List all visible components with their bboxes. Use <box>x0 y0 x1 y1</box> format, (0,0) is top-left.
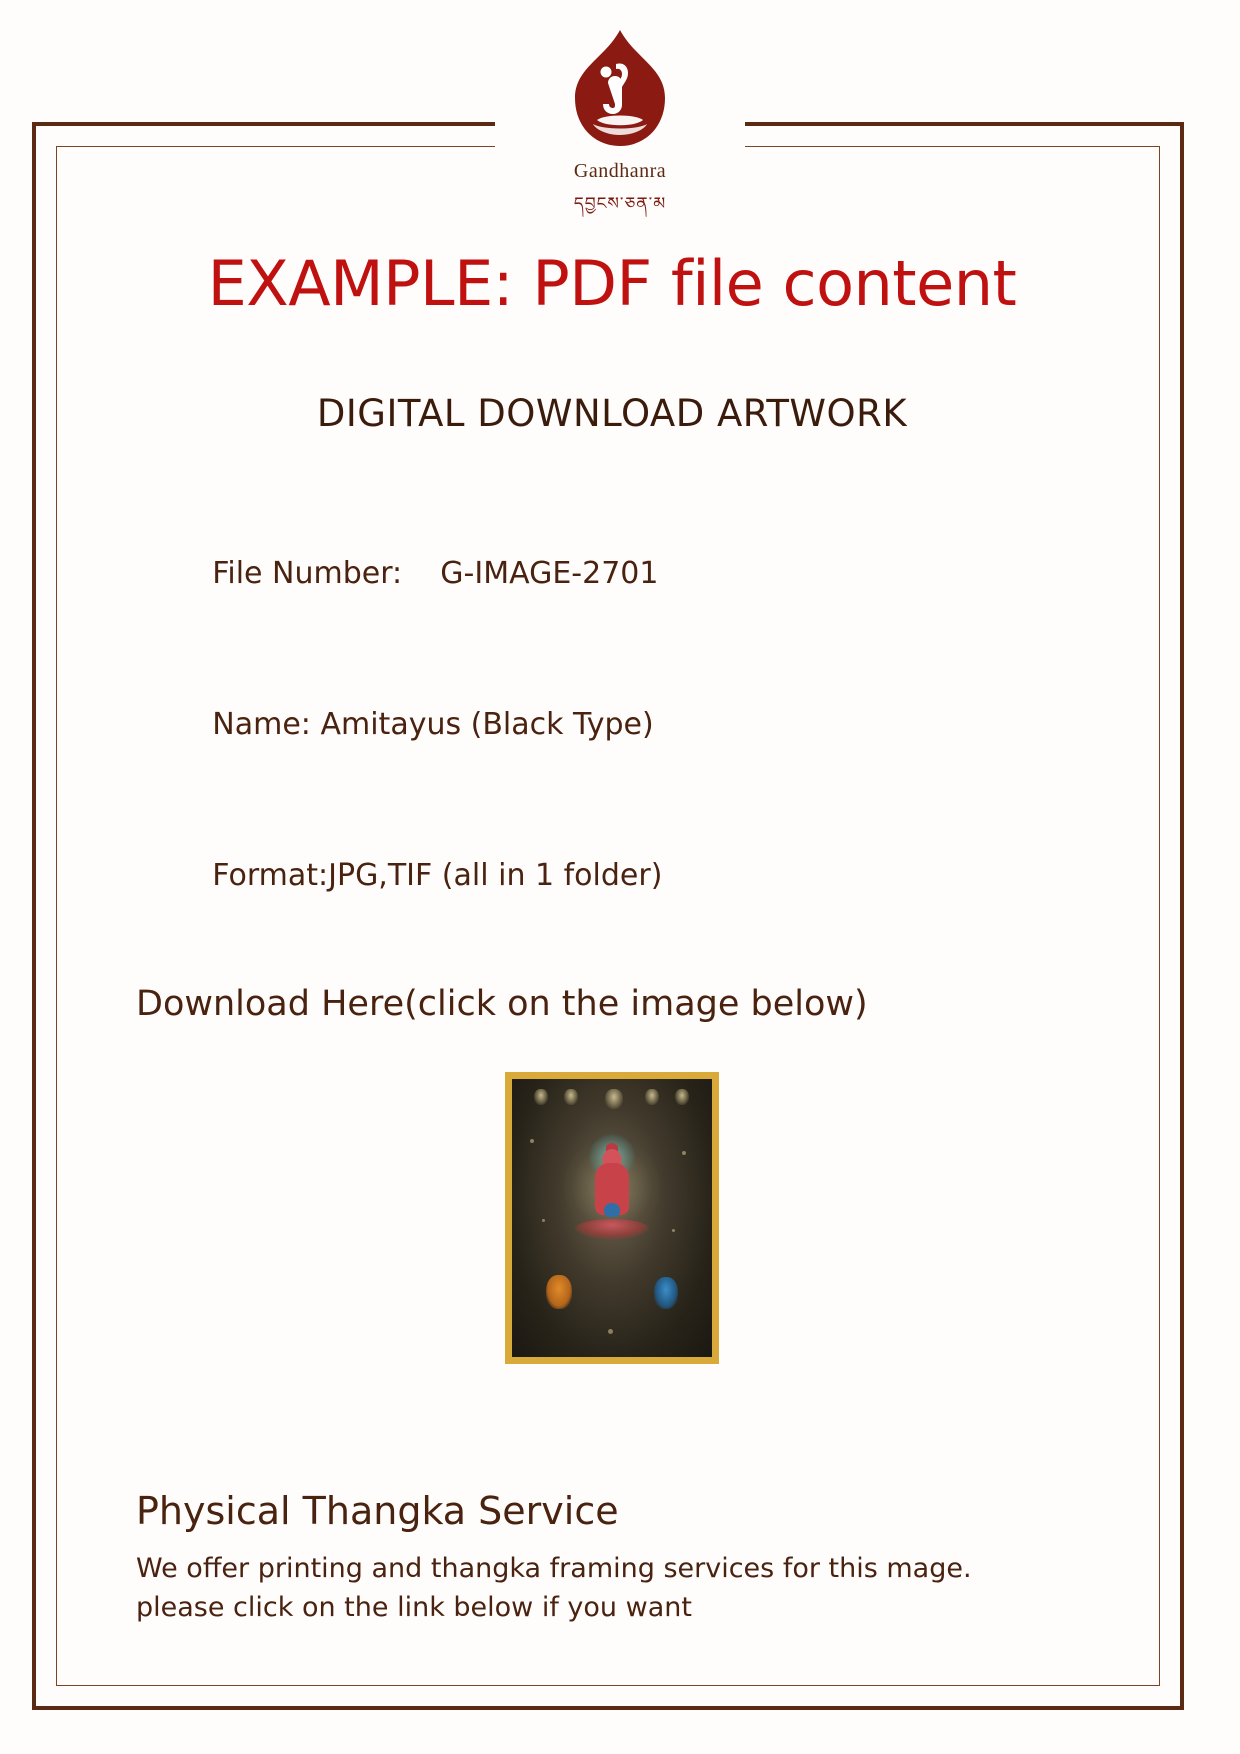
file-number-value: G-IMAGE-2701 <box>440 556 659 592</box>
name-label: Name: <box>212 707 311 743</box>
file-metadata <box>132 521 1092 928</box>
download-thumbnail-link[interactable] <box>505 1072 719 1364</box>
document-content <box>132 247 1092 1627</box>
physical-service-section <box>132 1489 1092 1627</box>
brand-logo-block <box>0 28 1240 232</box>
metadata-row-format <box>136 823 1092 928</box>
thangka-top-figure <box>564 1089 578 1105</box>
format-value: JPG,TIF (all in 1 folder) <box>328 858 663 894</box>
service-line-2: please click on the link below if you want <box>136 1592 692 1624</box>
thangka-lotus-throne <box>575 1219 649 1239</box>
thangka-longevity-vase <box>604 1203 620 1217</box>
thumbnail-container <box>132 1072 1092 1369</box>
brand-tibetan-name: དབྱངས་ཅན་མ <box>573 194 667 214</box>
thangka-top-figure <box>645 1089 659 1105</box>
metadata-row-file-number <box>136 521 1092 626</box>
gandhanra-flame-logo-icon <box>561 28 679 153</box>
page-title: EXAMPLE: PDF file content <box>207 247 1017 320</box>
thangka-attendant-left <box>546 1275 572 1309</box>
metadata-row-name <box>136 672 1092 777</box>
page-subtitle: DIGITAL DOWNLOAD ARTWORK <box>316 392 908 436</box>
thangka-top-figure <box>534 1089 548 1105</box>
file-number-label: File Number: <box>212 556 403 592</box>
thangka-top-figure <box>675 1089 689 1105</box>
service-line-1: We offer printing and thangka framing services for this mage. <box>136 1553 972 1585</box>
service-title: Physical Thangka Service <box>136 1489 619 1534</box>
thangka-attendant-right <box>654 1277 678 1309</box>
thangka-top-center-figure <box>605 1089 623 1109</box>
name-value: Amitayus (Black Type) <box>320 707 654 743</box>
download-heading: Download Here(click on the image below) <box>136 984 868 1025</box>
format-label: Format: <box>212 858 329 894</box>
brand-name: Gandhanra <box>573 160 667 182</box>
